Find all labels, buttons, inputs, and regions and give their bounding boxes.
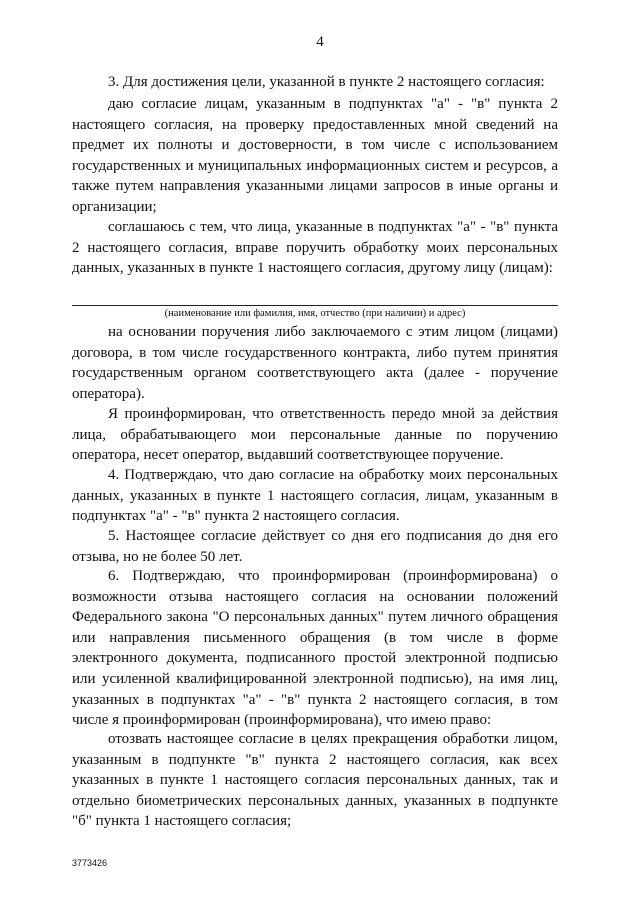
paragraph-4-confirmation: 4. Подтверждаю, что даю согласие на обработку моих персональных данных, указанных в пункте 1 настоящего согласия, лицам, указанным в подпунктах "а" - "в" пункта 2 настоящего согласия. (72, 467, 558, 525)
fill-in-caption: (наименование или фамилия, имя, отчество (при наличии) и адрес) (164, 308, 466, 319)
page-number: 4 (316, 34, 324, 50)
paragraph-withdraw-right: отозвать настоящее согласие в целях прекращения обработки лицом, указанным в подпункте "в" пункта 2 настоящего согласия, как всех указанных в пункте 1 настоящего согласия персональных данных, так и отдельно биометрических персональных данных, указанных в подпункте "б" пункта 1 настоящего согласия; (72, 731, 558, 830)
document-code: 3773426 (72, 858, 108, 868)
paragraph-operator-order: на основании поручения либо заключаемого с этим лицом (лицами) договора, в том числе государственного контракта, либо путем принятия государственным органом соответствующего акта (далее - поручение оператора). (72, 324, 558, 402)
paragraph-responsibility: Я проинформирован, что ответственность передо мной за действия лица, обрабатывающего мои персональные данные по поручению оператора, несет оператор, выдавший соответствующее поручение. (72, 406, 558, 464)
paragraph-delegation: соглашаюсь с тем, что лица, указанные в подпунктах "а" - "в" пункта 2 настоящего согласия, вправе поручить обработку моих персональных данных, указанных в пункте 1 настоящего согласия, другому лицу (лицам): (72, 219, 558, 277)
fill-in-line (72, 305, 558, 306)
paragraph-consent-verification: даю согласие лицам, указанным в подпунктах "а" - "в" пункта 2 настоящего согласия, на проверку предоставленных мной сведений на предмет их полноты и достоверности, в том числе с использованием государственных и муниципальных информационных систем и ресурсов, а также путем направления указанными лицами запросов в иные органы и организации; (72, 96, 558, 215)
paragraph-6-revocation: 6. Подтверждаю, что проинформирован (проинформирована) о возможности отзыва настоящего согласия на основании положений Федерального закона "О персональных данных" путем личного обращения или направления письменного обращения (в том числе в форме электронного документа, подписанного простой электронной подписью или усиленной квалифицированной электронной подписью), на имя лиц, указанных в подпунктах "а" - "в" пункта 2 настоящего согласия, в том числе я проинформирован (проинформирована), что имею право: (72, 568, 558, 729)
paragraph-3-intro: 3. Для достижения цели, указанной в пункте 2 настоящего согласия: (108, 74, 545, 90)
paragraph-5-validity: 5. Настоящее согласие действует со дня его подписания до дня его отзыва, но не более 50 лет. (72, 528, 558, 565)
